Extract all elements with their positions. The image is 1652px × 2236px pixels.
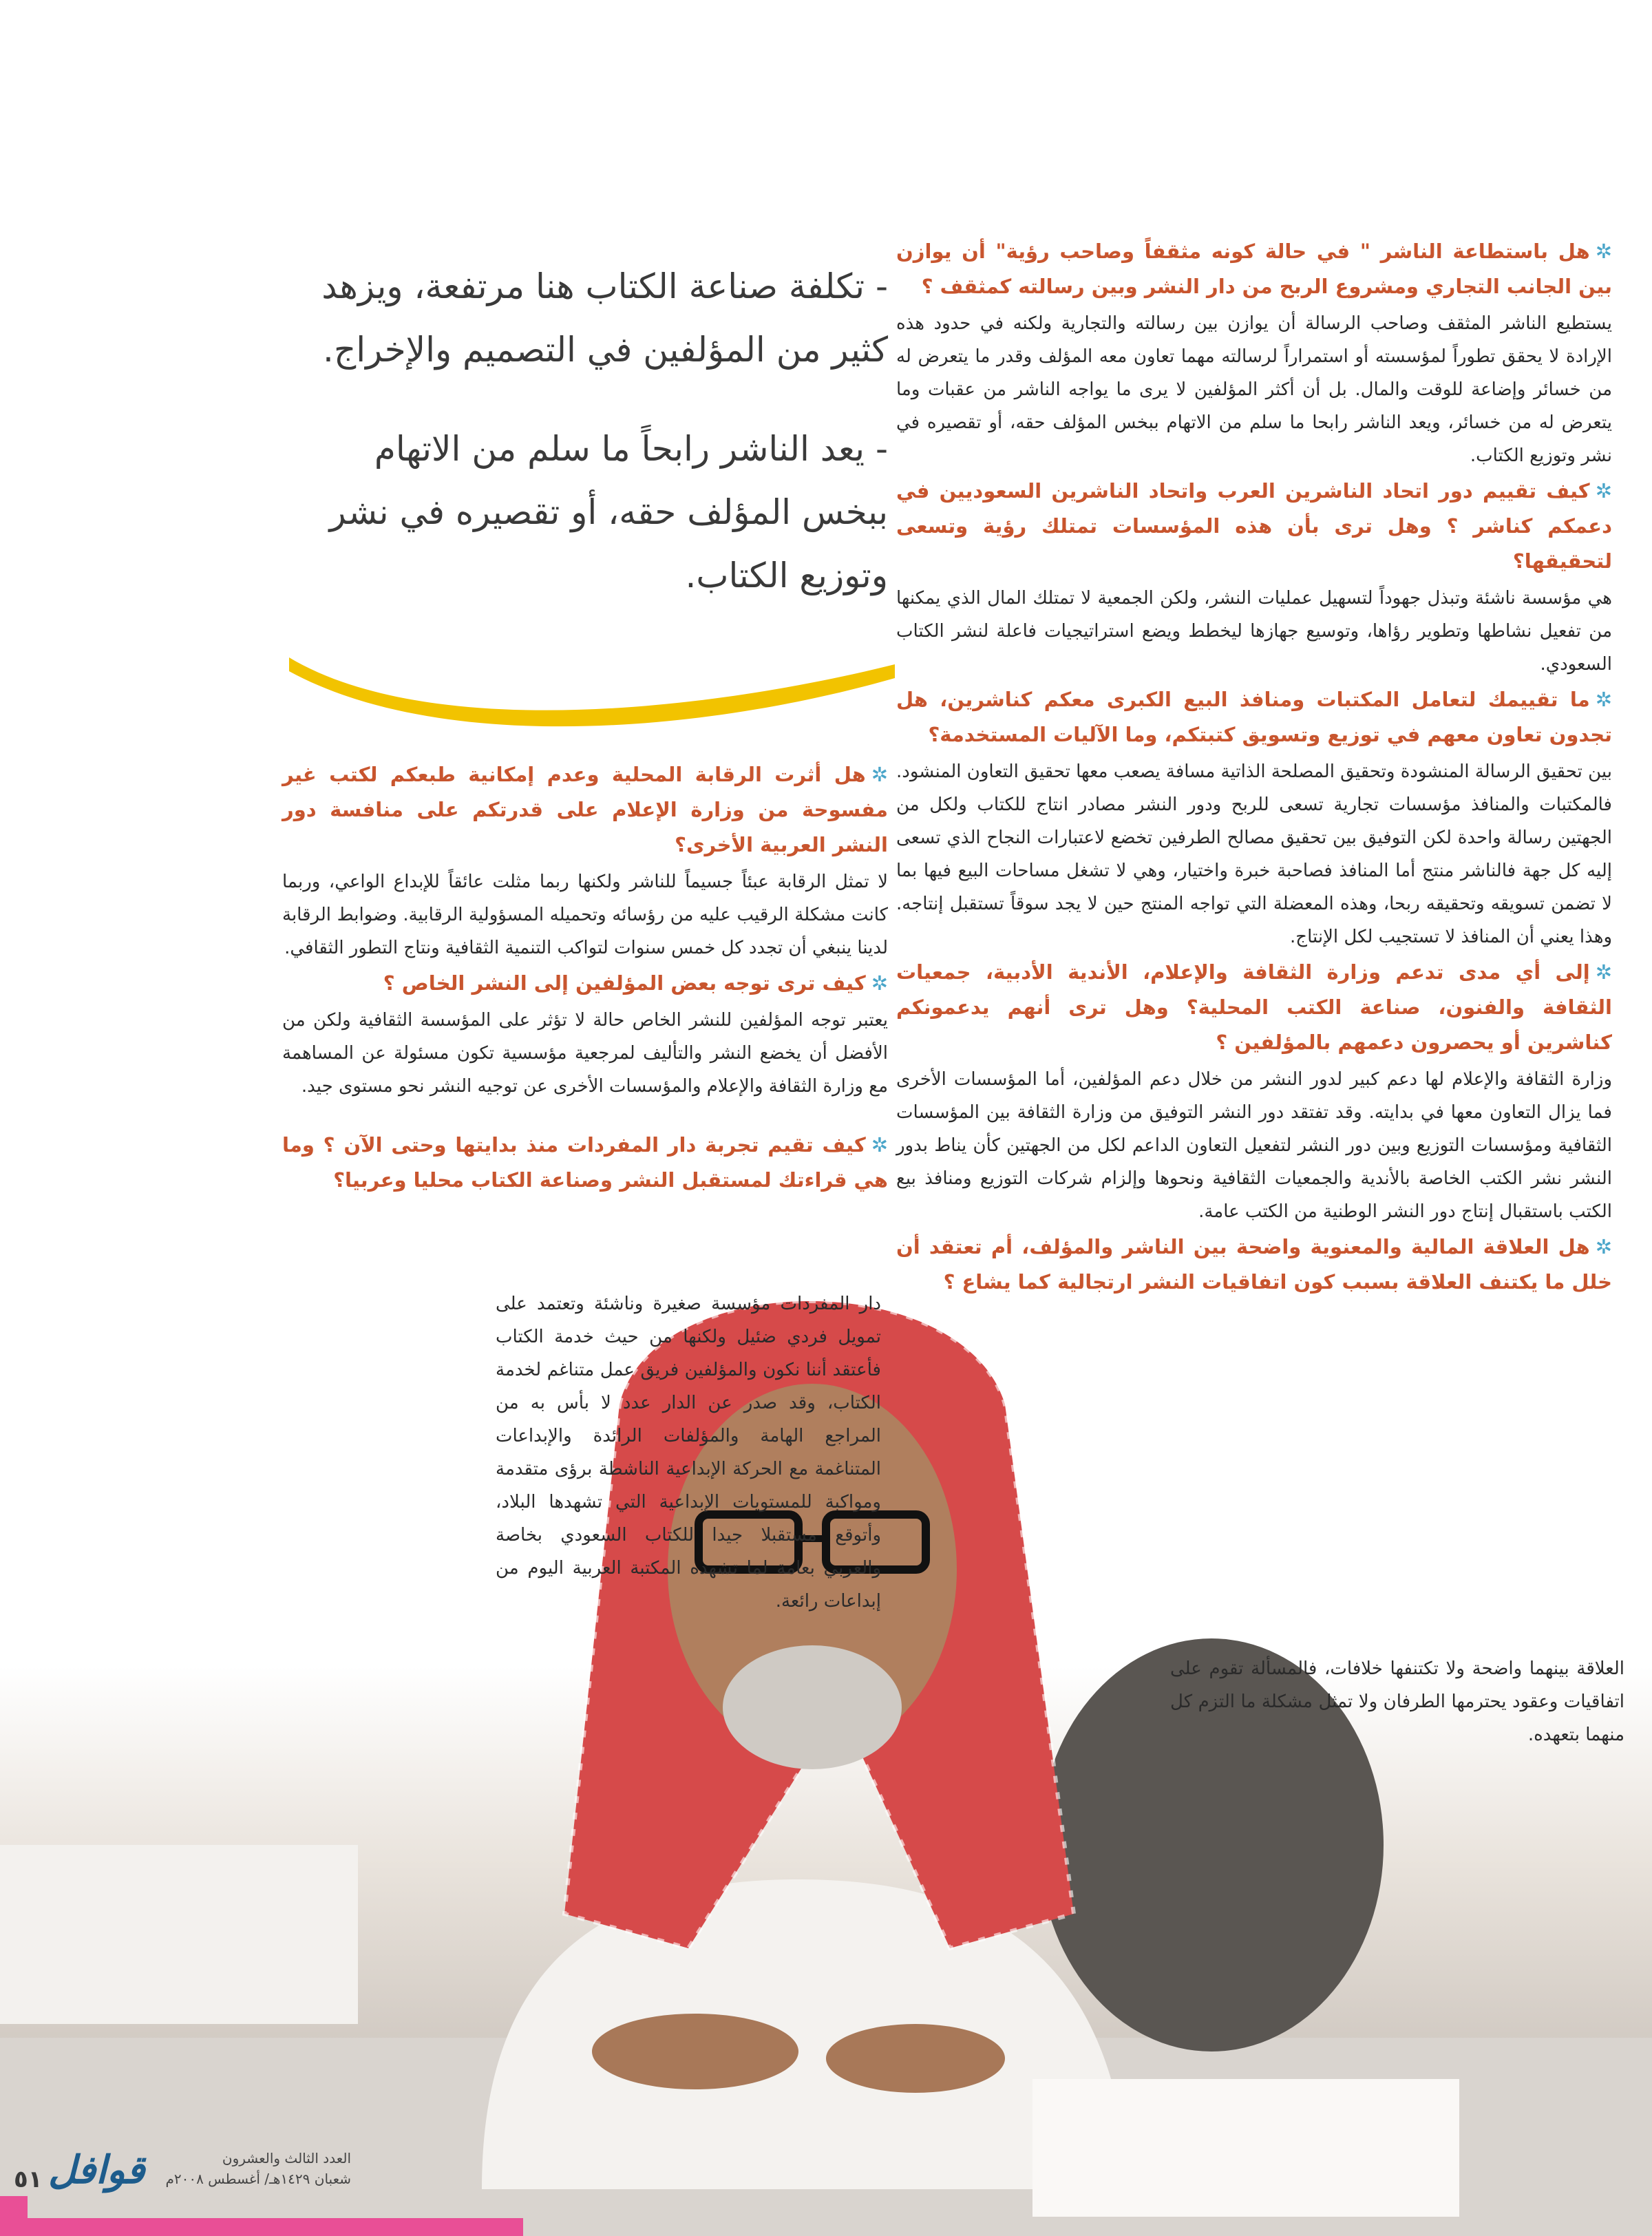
star-icon: ✲ xyxy=(871,1133,888,1157)
star-icon: ✲ xyxy=(871,971,888,995)
answer-8: دار المفردات مؤسسة صغيرة وناشئة وتعتمد على تمويل فردي ضئيل ولكنها من حيث خدمة الكتاب فأعتقد أننا نكون والمؤلفين فريق عمل متناغم لخدمة الكتاب، وقد صدر عن الدار عدد لا بأس به من المراجع الهامة والمؤلفات الرائدة والإبداعات المتناغمة مع الحركة الإبداعية الناشطة برؤى متقدمة ومواكبة للمستويات الإبداعية التي تشهدها البلاد، وأتوقع مستقبلا جيدا للكتاب السعودي بخاصة والعربي بعامة لما تشهده المكتبة العربية اليوم من إبداعات رائعة. xyxy=(496,1294,881,1612)
star-icon: ✲ xyxy=(1595,479,1612,503)
issue-line-2: شعبان ١٤٢٩هـ/ أغسطس ٢٠٠٨م xyxy=(165,2171,351,2187)
answer-5: العلاقة بينهما واضحة ولا تكتنفها خلافات، فالمسألة تقوم على اتفاقيات وعقود يحترمها الطرفان ولا تمثل مشكلة ما التزم كل منهما بتعهده. xyxy=(1170,1658,1624,1745)
star-icon: ✲ xyxy=(1595,240,1612,263)
answer-3: بين تحقيق الرسالة المنشودة وتحقيق المصلحة الذاتية مسافة يصعب معها تحقيق التعاون المنشود. فالمكتبات والمنافذ مؤسسات تجارية تسعى للربح ودور النشر مصادر انتاج للكتاب ولكل من الجهتين رسالة واحدة لكن التوفيق بين تحقيق مصالح الطرفين تخضع لاعتبارات النجاح الذي تسعى إليه كل جهة فالناشر منتج أما المنافذ فصاحبة خبرة واختيار، وهي لا تشغل مساحات البيع فيها بما لا تضمن تسويقه وتحقيقه ربحا، وهذه المعضلة التي تواجه المنتج حين لا يجد سوقاً تستقبل إنتاجه. وهذا يعني أن المنافذ لا تستجيب لكل الإنتاج. xyxy=(896,761,1612,947)
star-icon: ✲ xyxy=(1595,688,1612,711)
issue-line-1: العدد الثالث والعشرون xyxy=(222,2150,351,2166)
question-2: ✲كيف تقييم دور اتحاد الناشرين العرب واتحاد الناشرين السعوديين في دعمكم كناشر ؟ وهل ترى بأن هذه المؤسسات تمتلك رؤية وتسعى لتحقيقها؟ xyxy=(896,479,1612,573)
question-1: ✲هل باستطاعة الناشر " في حالة كونه مثقفاً وصاحب رؤية" أن يوازن بين الجانب التجاري ومشروع الربح من دار النشر وبين رسالته كمثقف ؟ xyxy=(896,240,1612,298)
issue-info xyxy=(158,2148,351,2189)
answer-1: يستطيع الناشر المثقف وصاحب الرسالة أن يوازن بين رسالته والتجارية ولكنه في حدود هذه الإرادة لا يحقق تطوراً لمؤسسته أو استمراراً لرسالته مهما تعاون معه المؤلف وقدر ما يتعرض له من خسائر وإضاعة للوقت والمال. بل أن أكثر المؤلفين لا يرى ما يواجه الناشر من عقبات وما يتعرض له من خسائر، ويعد الناشر رابحا ما سلم من الاتهام ببخس المؤلف حقه، أو تقصيره في نشر وتوزيع الكتاب. xyxy=(896,313,1612,466)
answer-7: يعتبر توجه المؤلفين للنشر الخاص حالة لا تؤثر على المؤسسة الثقافية ولكن من الأفضل أن يخضع النشر والتأليف لمرجعية مؤسسية تكون مسئولة عن المساهمة مع وزارة الثقافة والإعلام والمؤسسات الأخرى عن توجيه النشر نحو مستوى جيد. xyxy=(282,1010,888,1097)
question-6: ✲هل أثرت الرقابة المحلية وعدم إمكانية طبعكم لكتب غير مفسوحة من وزارة الإعلام على قدرتكم على منافسة دور النشر العربية الأخرى؟ xyxy=(282,763,888,856)
answer-6: لا تمثل الرقابة عبئاً جسيماً للناشر ولكنها ربما مثلت عائقاً للإبداع الواعي، وربما كانت مشكلة الرقيب عليه من رؤسائه وتحميله المسؤولية الرقابية. وضوابط الرقابة لدينا ينبغي أن تجدد كل خمس سنوات لتواكب التنمية الثقافية ونتاج التطور الثقافي. xyxy=(282,872,888,958)
pull-quote-2: - يعد الناشر رابحاً ما سلم من الاتهام ببخس المؤلف حقه، أو تقصيره في نشر وتوزيع الكتاب. xyxy=(329,429,888,595)
star-icon: ✲ xyxy=(1595,960,1612,984)
magazine-logo: قوافل xyxy=(48,2148,145,2193)
question-4: ✲إلى أي مدى تدعم وزارة الثقافة والإعلام، الأندية الأدبية، جمعيات الثقافة والفنون، صناعة الكتب المحلية؟ وهل ترى أنهم يدعمونكم كناشرين أو يحصرون دعمهم بالمؤلفين ؟ xyxy=(896,960,1612,1054)
answer-4: وزارة الثقافة والإعلام لها دعم كبير لدور النشر من خلال دعم المؤلفين، أما المؤسسات الأخرى فما يزال التعاون معها في بدايته. وقد تفتقد دور النشر التوفيق من وزارة الثقافة بين المؤسسات الثقافية ومؤسسات التوزيع وبين دور النشر لتفعيل التعاون الداعم لكل من الجهتين كأن يناط بدور النشر نشر الكتب الخاصة بالأندية والجمعيات الثقافية ونحوها وإلزام شركات التوزيع ومنافذ بيع الكتب باستقبال إنتاج دور النشر الوطنية من الكتب عامة. xyxy=(896,1069,1612,1222)
star-icon: ✲ xyxy=(1595,1235,1612,1258)
right-column xyxy=(896,234,1612,1302)
answer-2: هي مؤسسة ناشئة وتبذل جهوداً لتسهيل عمليات النشر، ولكن الجمعية لا تمتلك المال الذي يمكنها من تفعيل نشاطها وتطوير رؤاها، وتوسيع جهازها ليخطط ويضع استراتيجيات فاعلة لنشر الكتاب السعودي. xyxy=(896,588,1612,675)
pull-quotes xyxy=(282,255,888,643)
question-8: ✲كيف تقيم تجربة دار المفردات منذ بدايتها وحتى الآن ؟ وما هي قراءتك لمستقبل النشر وصناعة الكتاب محليا وعربيا؟ xyxy=(282,1133,888,1192)
swoosh-decoration xyxy=(289,651,895,740)
star-icon: ✲ xyxy=(871,763,888,786)
question-3: ✲ما تقييمك لتعامل المكتبات ومنافذ البيع الكبرى معكم كناشرين، هل تجدون تعاون معهم في توزيع وتسويق كتبتكم، وما الآليات المستخدمة؟ xyxy=(896,688,1612,746)
left-final-answer-block xyxy=(496,1287,881,1619)
accent-bar-bottom xyxy=(0,2218,523,2236)
final-answer-block xyxy=(1170,1652,1624,1753)
page-number: ٥١ xyxy=(14,2166,43,2193)
question-5: ✲هل العلاقة المالية والمعنوية واضحة بين الناشر والمؤلف، أم تعتقد أن خلل ما يكتنف العلاقة بسبب كون اتفاقيات النشر ارتجالية كما يشاع ؟ xyxy=(896,1235,1612,1294)
question-7: ✲كيف ترى توجه بعض المؤلفين إلى النشر الخاص ؟ xyxy=(383,971,888,995)
left-column xyxy=(282,757,888,1201)
pull-quote-1: - تكلفة صناعة الكتاب هنا مرتفعة، ويزهد كثير من المؤلفين في التصميم والإخراج. xyxy=(321,266,888,370)
